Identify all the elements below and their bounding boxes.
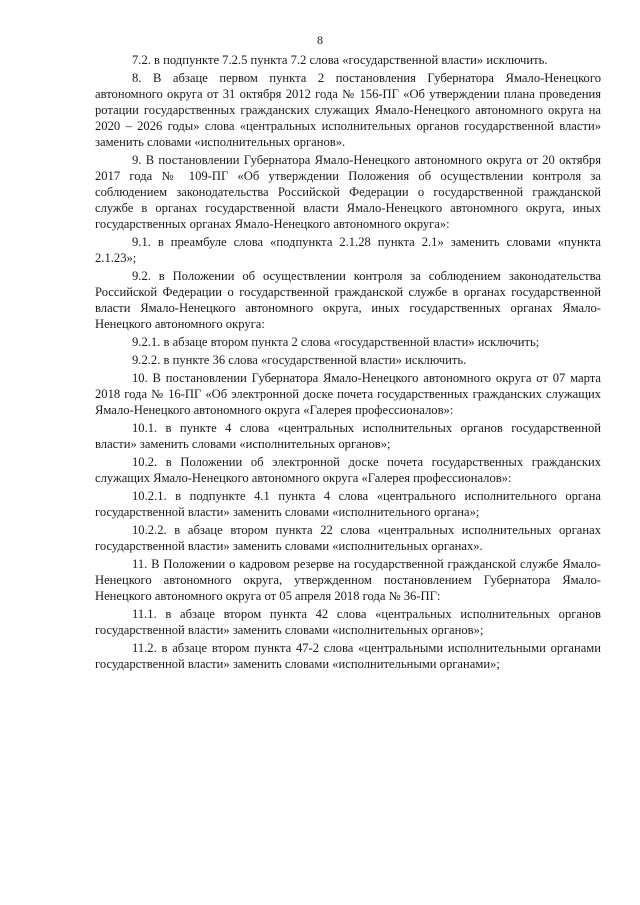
paragraph-11-1: 11.1. в абзаце втором пункта 42 слова «центральных исполнительных органов государственной власти» заменить словами «исполнительных органов»; (95, 607, 601, 637)
paragraph-8: 8. В абзаце первом пункта 2 постановления Губернатора Ямало-Ненецкого автономного округа от 31 октября 2012 года № 156-ПГ «Об утверждении плана проведения ротации государственных гражданских служащих Ямало-Ненецкого автономного округа на 2020 – 2026 годы» слова «центральных исполнительных органов государственной власти» заменить словами «исполнительных органов». (95, 71, 601, 149)
paragraph-7-2: 7.2. в подпункте 7.2.5 пункта 7.2 слова «государственной власти» исключить. (132, 53, 548, 67)
paragraph-9-2-1: 9.2.1. в абзаце втором пункта 2 слова «государственной власти» исключить; (132, 335, 540, 349)
paragraph-9: 9. В постановлении Губернатора Ямало-Ненецкого автономного округа от 20 октября 2017 года № 109-ПГ «Об утверждении Положения об осуществлении контроля за соблюдением законодательства Российской Федерации о государственной гражданской службе в органах государственной власти Ямало-Ненецкого автономного округа, иных государственных органах Ямало-Ненецкого автономного округа»: (95, 153, 601, 231)
paragraph-11: 11. В Положении о кадровом резерве на государственной гражданской службе Ямало-Ненецкого автономного округа, утвержденном постановлением Губернатора Ямало-Ненецкого автономного округа от 05 апреля 2018 года № 36-ПГ: (95, 557, 601, 603)
paragraph-9-2-2: 9.2.2. в пункте 36 слова «государственной власти» исключить. (132, 353, 467, 367)
paragraph-10-2: 10.2. в Положении об электронной доске почета государственных гражданских служащих Ямало-Ненецкого автономного округа «Галерея профессионалов»: (95, 455, 601, 485)
page-number: 8 (317, 33, 323, 47)
paragraph-10: 10. В постановлении Губернатора Ямало-Ненецкого автономного округа от 07 марта 2018 года № 16-ПГ «Об электронной доске почета государственных гражданских служащих Ямало-Ненецкого автономного округа «Галерея профессионалов»: (95, 371, 601, 417)
paragraph-9-1: 9.1. в преамбуле слова «подпункта 2.1.28 пункта 2.1» заменить словами «пункта 2.1.23»; (95, 235, 601, 265)
paragraph-9-2: 9.2. в Положении об осуществлении контроля за соблюдением законодательства Российской Федерации о государственной гражданской службе в органах государственной власти Ямало-Ненецкого автономного округа, иных государственных органах Ямало-Ненецкого автономного округа: (95, 269, 601, 331)
paragraph-10-1: 10.1. в пункте 4 слова «центральных исполнительных органов государственной власти» заменить словами «исполнительных органов»; (95, 421, 601, 451)
paragraph-11-2: 11.2. в абзаце втором пункта 47-2 слова «центральными исполнительными органами государственной власти» заменить словами «исполнительными органами»; (95, 641, 601, 671)
paragraph-10-2-2: 10.2.2. в абзаце втором пункта 22 слова «центральных исполнительных органах государственной власти» заменить словами «исполнительных органах». (95, 523, 601, 553)
document-body (95, 52, 601, 674)
paragraph-10-2-1: 10.2.1. в подпункте 4.1 пункта 4 слова «центрального исполнительного органа государственной власти» заменить словами «исполнительного органа»; (95, 489, 601, 519)
